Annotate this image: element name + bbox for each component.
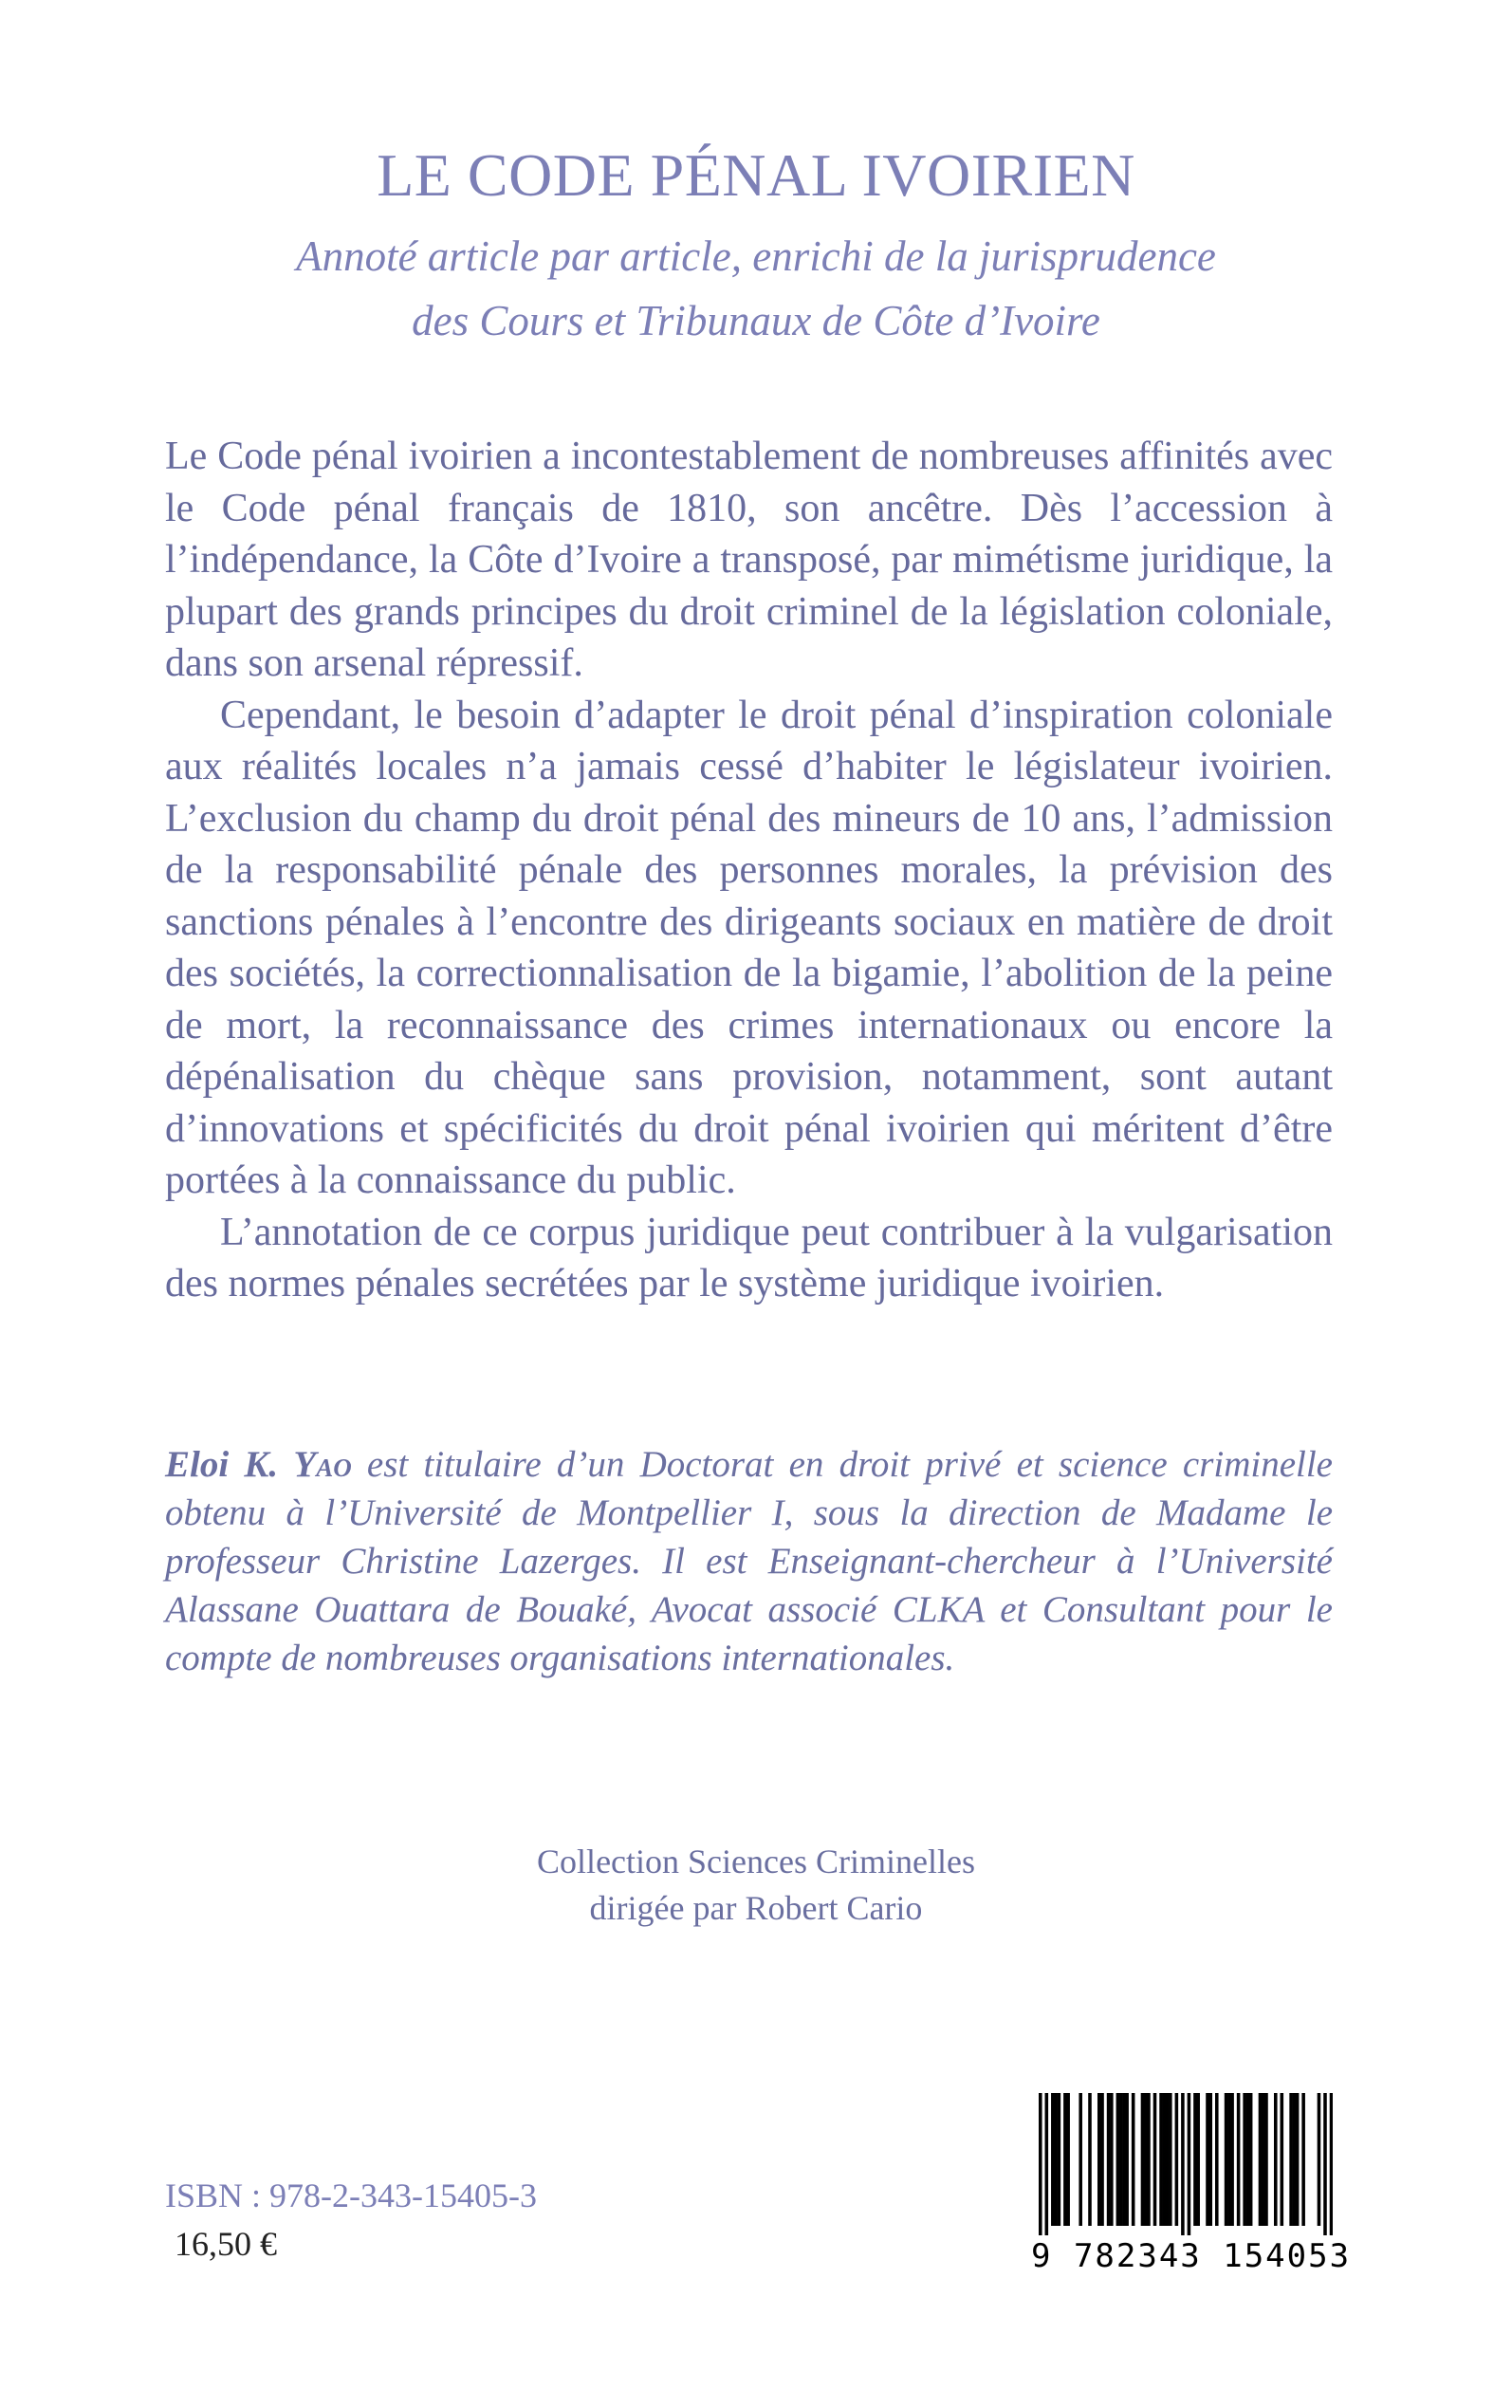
barcode-bar: [1132, 2093, 1135, 2226]
barcode-bar: [1274, 2093, 1278, 2226]
barcode-bar: [1051, 2093, 1055, 2226]
barcode-bar: [1159, 2093, 1163, 2226]
author-first-name: Eloi K.: [165, 1444, 294, 1485]
book-subtitle: [0, 224, 1512, 353]
barcode-bar: [1249, 2093, 1253, 2226]
barcode-bar: [1227, 2093, 1231, 2226]
author-last-name: Yao: [293, 1444, 352, 1485]
barcode-bar: [1079, 2093, 1082, 2226]
barcode-bars: [1039, 2093, 1333, 2235]
barcode-bar: [1163, 2093, 1167, 2226]
back-cover-blurb: [165, 431, 1333, 1310]
barcode-bar: [1188, 2093, 1191, 2235]
barcode-bar: [1119, 2093, 1123, 2226]
barcode-bar: [1166, 2093, 1170, 2226]
barcode-bar: [1175, 2093, 1179, 2226]
barcode-bar: [1193, 2093, 1197, 2226]
barcode-digits: 9 782343 154053: [1031, 2237, 1352, 2275]
barcode-bar: [1088, 2093, 1092, 2226]
barcode-bar: [1289, 2093, 1293, 2226]
barcode-bar: [1144, 2093, 1148, 2226]
barcode-bar: [1296, 2093, 1300, 2226]
barcode-bar: [1293, 2093, 1297, 2226]
book-title: LE CODE PÉNAL IVOIRIEN: [377, 141, 1135, 209]
barcode-bar: [1066, 2093, 1070, 2226]
barcode-bar: [1323, 2093, 1327, 2235]
collection-name: Collection Sciences Criminelles: [537, 1843, 975, 1880]
blurb-paragraph-1: Le Code pénal ivoirien a incontestablement de nombreuses affinités avec le Code pénal français de 1810, son ancêtre. Dès l’accession à l’indépendance, la Côte d’Ivoire a transposé, par mimétisme juridique, la plupart des grands principes du droit criminel de la législation coloniale, dans son arsenal répressif.: [165, 435, 1333, 685]
barcode-bar: [1110, 2093, 1114, 2226]
barcode-bar: [1116, 2093, 1120, 2226]
blurb-paragraph-3: L’annotation de ce corpus juridique peut contribuer à la vulgarisation des normes pénales secrétées par le système juridique ivoirien.: [165, 1210, 1333, 1306]
barcode-bar: [1181, 2093, 1185, 2235]
barcode-bar: [1318, 2093, 1321, 2226]
barcode-bar: [1100, 2093, 1104, 2226]
barcode-bar: [1301, 2093, 1305, 2226]
barcode-bar: [1153, 2093, 1157, 2226]
barcode-bar: [1259, 2093, 1263, 2226]
barcode-bar: [1058, 2093, 1061, 2226]
barcode-bar: [1262, 2093, 1265, 2226]
barcode-bar: [1281, 2093, 1284, 2226]
barcode-bar: [1097, 2093, 1101, 2226]
barcode-bar: [1039, 2093, 1042, 2235]
barcode-bar: [1330, 2093, 1333, 2235]
barcode-bar: [1208, 2093, 1212, 2226]
collection-credit: [0, 1839, 1512, 1932]
barcode-bar: [1196, 2093, 1200, 2226]
barcode-bar: [1243, 2093, 1246, 2226]
author-bio: [165, 1440, 1333, 1682]
barcode-bar: [1122, 2093, 1126, 2226]
author-bio-text: est titulaire d’un Doctorat en droit privé et science criminelle obtenu à l’Université de Montpellier I, sous la direction de Madame le professeur Christine Lazerges. Il est Enseignant-chercheur à l’Université Alassane Ouattara de Bouaké, Avocat associé CLKA et Consultant pour le compte de nombreuses organisations internationales.: [165, 1444, 1333, 1678]
barcode-bar: [1125, 2093, 1129, 2226]
barcode-bar: [1206, 2093, 1209, 2226]
subtitle-line-1: Annoté article par article, enrichi de la jurisprudence: [296, 232, 1216, 280]
price-label: 16,50 €: [175, 2225, 277, 2263]
barcode-bar: [1215, 2093, 1219, 2226]
barcode-bar: [1107, 2093, 1111, 2226]
barcode-bar: [1237, 2093, 1241, 2226]
isbn-label: ISBN : 978-2-343-15405-3: [165, 2176, 537, 2214]
barcode-bar: [1054, 2093, 1058, 2226]
barcode-bar: [1230, 2093, 1234, 2226]
barcode-bar: [1141, 2093, 1145, 2226]
barcode-bar: [1045, 2093, 1049, 2235]
barcode-bar: [1147, 2093, 1151, 2226]
barcode-bar: [1169, 2093, 1172, 2226]
subtitle-line-2: des Cours et Tribunaux de Côte d’Ivoire: [412, 297, 1100, 344]
barcode-bar: [1225, 2093, 1228, 2226]
collection-director: dirigée par Robert Cario: [589, 1889, 923, 1927]
barcode-bar: [1063, 2093, 1067, 2226]
barcode-bar: [1264, 2093, 1268, 2226]
blurb-paragraph-2: Cependant, le besoin d’adapter le droit pénal d’inspiration coloniale aux réalités locales n’a jamais cessé d’habiter le législateur ivoirien. L’exclusion du champ du droit pénal des mineurs de 10 ans, l’admission de la responsabilité pénale des personnes morales, la prévision des sanctions pénales à l’encontre des dirigeants sociaux en matière de droit des sociétés, la correctionnalisation de la bigamie, l’abolition de la peine de mort, la reconnaissance des crimes internationaux ou encore la dépénalisation du chèque sans provision, notamment, sont autant d’innovations et spécificités du droit pénal ivoirien qui méritent d’être portées à la connaissance du public.: [165, 693, 1333, 1202]
barcode-bar: [1246, 2093, 1250, 2226]
